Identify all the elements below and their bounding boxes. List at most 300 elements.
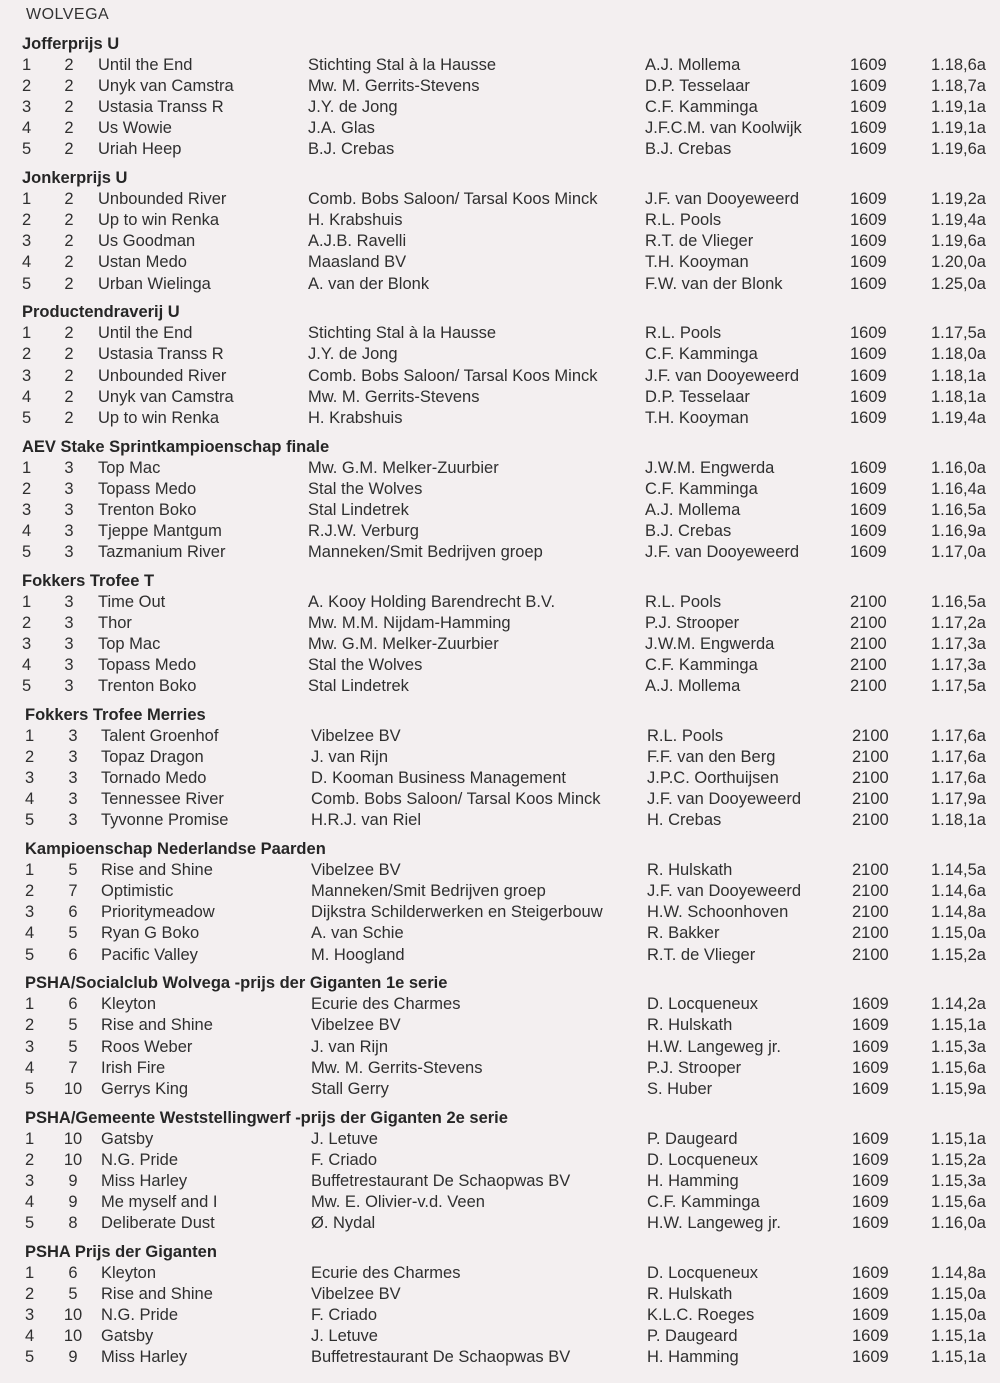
owner-name: Stall Gerry (311, 1079, 389, 1098)
result-row (0, 387, 1000, 408)
horse-name: Ustasia Transs R (98, 345, 224, 364)
race-title: PSHA/Gemeente Weststellingwerf -prijs der Giganten 2e serie (25, 1108, 508, 1127)
result-row (0, 55, 1000, 76)
result-row (0, 994, 1000, 1015)
horse-age: 3 (64, 634, 74, 653)
horse-age: 6 (68, 945, 78, 964)
race-distance: 2100 (852, 945, 889, 964)
result-row (0, 231, 1000, 252)
race-distance: 1609 (850, 324, 887, 343)
horse-age: 2 (64, 408, 74, 427)
horse-age: 3 (64, 613, 74, 632)
owner-name: Comb. Bobs Saloon/ Tarsal Koos Minck (308, 366, 598, 385)
driver-name: H. Hamming (647, 1348, 739, 1367)
owner-name: Mw. M.M. Nijdam-Hamming (308, 613, 511, 632)
result-row (0, 366, 1000, 387)
horse-age: 2 (64, 366, 74, 385)
horse-name: Gatsby (101, 1129, 154, 1148)
driver-name: H.W. Schoonhoven (647, 903, 789, 922)
race-distance: 2100 (852, 882, 889, 901)
finish-time: 1.19,1a (930, 119, 986, 138)
driver-name: A.J. Mollema (645, 500, 741, 519)
result-row (0, 726, 1000, 747)
horse-name: Gatsby (101, 1327, 154, 1346)
owner-name: Buffetrestaurant De Schaopwas BV (311, 1348, 571, 1367)
race-title: PSHA/Socialclub Wolvega -prijs der Giganten 1e serie (25, 974, 448, 993)
horse-age: 5 (68, 1016, 78, 1035)
owner-name: Stichting Stal à la Hausse (308, 56, 497, 74)
finish-time: 1.18,7a (930, 77, 986, 96)
finish-time: 1.19,4a (930, 408, 986, 427)
horse-name: Top Mac (98, 634, 161, 653)
driver-name: T.H. Kooyman (645, 408, 749, 427)
race-distance: 1609 (850, 366, 887, 385)
driver-name: P.J. Strooper (645, 613, 740, 632)
horse-name: Tyvonne Promise (101, 811, 229, 830)
finish-position: 2 (22, 211, 32, 230)
result-row (0, 789, 1000, 810)
finish-position: 3 (22, 98, 32, 117)
driver-name: S. Huber (647, 1079, 713, 1098)
race-section (0, 706, 1000, 840)
finish-position: 4 (22, 656, 32, 675)
finish-time: 1.14,5a (930, 861, 986, 880)
owner-name: H.R.J. van Riel (311, 811, 422, 830)
finish-time: 1.19,2a (930, 190, 986, 209)
horse-name: Tazmanium River (98, 542, 226, 561)
owner-name: Stal Lindetrek (308, 677, 409, 696)
horse-age: 2 (64, 345, 74, 364)
race-distance: 1609 (850, 458, 887, 477)
owner-name: Stal Lindetrek (308, 500, 409, 519)
owner-name: J.Y. de Jong (308, 345, 398, 364)
driver-name: R. Hulskath (647, 861, 733, 880)
finish-position: 1 (22, 592, 32, 611)
finish-position: 5 (22, 542, 32, 561)
finish-position: 2 (25, 1150, 35, 1169)
owner-name: Stichting Stal à la Hausse (308, 324, 497, 343)
finish-time: 1.15,1a (930, 1327, 986, 1346)
finish-time: 1.14,8a (930, 903, 986, 922)
horse-age: 2 (64, 119, 74, 138)
driver-name: D. Locqueneux (647, 1150, 758, 1169)
horse-name: Topass Medo (98, 479, 197, 498)
result-row (0, 747, 1000, 768)
horse-name: Rise and Shine (101, 1016, 213, 1035)
owner-name: Mw. E. Olivier-v.d. Veen (311, 1192, 485, 1211)
result-row (0, 274, 1000, 295)
horse-name: Up to win Renka (98, 408, 220, 427)
finish-time: 1.16,0a (930, 458, 986, 477)
finish-position: 3 (25, 1171, 35, 1190)
horse-name: Rise and Shine (101, 1284, 213, 1303)
driver-name: R.T. de Vlieger (647, 945, 756, 964)
owner-name: Mw. G.M. Melker-Zuurbier (308, 634, 499, 653)
result-row (0, 676, 1000, 697)
horse-age: 2 (64, 274, 74, 293)
horse-age: 2 (64, 253, 74, 272)
owner-name: Stal the Wolves (308, 479, 423, 498)
driver-name: P. Daugeard (647, 1327, 738, 1346)
race-distance: 1609 (852, 1192, 889, 1211)
horse-age: 3 (68, 769, 78, 788)
driver-name: R.L. Pools (647, 727, 724, 745)
driver-name: R.L. Pools (645, 592, 722, 611)
owner-name: Vibelzee BV (311, 727, 401, 745)
owner-name: Vibelzee BV (311, 1016, 401, 1035)
finish-position: 2 (22, 479, 32, 498)
result-row (0, 634, 1000, 655)
finish-time: 1.15,6a (930, 1058, 986, 1077)
finish-position: 1 (22, 458, 32, 477)
driver-name: C.F. Kamminga (645, 656, 758, 675)
result-row (0, 1037, 1000, 1058)
race-title: Kampioenschap Nederlandse Paarden (25, 840, 326, 859)
horse-name: Gerrys King (101, 1079, 189, 1098)
horse-age: 7 (68, 882, 78, 901)
finish-time: 1.16,5a (930, 592, 986, 611)
race-distance: 1609 (850, 274, 887, 293)
race-section (0, 1109, 1000, 1243)
horse-name: Miss Harley (101, 1348, 188, 1367)
owner-name: A. van Schie (311, 924, 404, 943)
driver-name: B.J. Crebas (645, 140, 732, 159)
finish-position: 5 (25, 1348, 35, 1367)
finish-position: 5 (22, 140, 32, 159)
race-distance: 1609 (850, 77, 887, 96)
finish-position: 3 (25, 1305, 35, 1324)
result-row (0, 252, 1000, 273)
horse-age: 3 (64, 542, 74, 561)
driver-name: H. Crebas (647, 811, 722, 830)
finish-time: 1.14,6a (930, 882, 986, 901)
race-title: Fokkers Trofee T (22, 571, 155, 590)
race-distance: 1609 (852, 1263, 889, 1282)
owner-name: D. Kooman Business Management (311, 769, 566, 788)
driver-name: A.J. Mollema (645, 56, 741, 74)
horse-name: Ustan Medo (98, 253, 187, 272)
driver-name: D. Locqueneux (647, 1263, 758, 1282)
horse-age: 3 (68, 811, 78, 830)
finish-time: 1.18,1a (930, 366, 986, 385)
horse-age: 2 (64, 77, 74, 96)
owner-name: J. van Rijn (311, 748, 389, 767)
horse-age: 2 (64, 387, 74, 406)
race-title: PSHA Prijs der Giganten (25, 1242, 217, 1261)
owner-name: R.J.W. Verburg (308, 521, 419, 540)
owner-name: Comb. Bobs Saloon/ Tarsal Koos Minck (311, 790, 601, 809)
finish-position: 2 (25, 1016, 35, 1035)
horse-name: Optimistic (101, 882, 174, 901)
finish-position: 4 (22, 521, 32, 540)
result-row (0, 881, 1000, 902)
owner-name: B.J. Crebas (308, 140, 395, 159)
driver-name: D.P. Tesselaar (645, 387, 750, 406)
race-title: AEV Stake Sprintkampioenschap finale (22, 437, 330, 456)
finish-position: 4 (25, 1058, 35, 1077)
owner-name: Vibelzee BV (311, 861, 401, 880)
race-distance: 2100 (850, 656, 887, 675)
race-distance: 1609 (850, 253, 887, 272)
race-distance: 1609 (850, 211, 887, 230)
horse-name: N.G. Pride (101, 1150, 179, 1169)
horse-name: Ustasia Transs R (98, 98, 224, 117)
horse-age: 6 (68, 995, 78, 1014)
race-distance: 1609 (852, 1348, 889, 1367)
driver-name: R.T. de Vlieger (645, 232, 754, 251)
venue-title: WOLVEGA (26, 6, 110, 23)
horse-age: 5 (68, 924, 78, 943)
horse-age: 2 (64, 56, 74, 74)
result-row (0, 1129, 1000, 1150)
finish-position: 5 (25, 945, 35, 964)
owner-name: J. van Rijn (311, 1037, 389, 1056)
horse-name: Us Goodman (98, 232, 196, 251)
finish-position: 5 (25, 811, 35, 830)
finish-time: 1.15,1a (930, 1016, 986, 1035)
owner-name: Mw. G.M. Melker-Zuurbier (308, 458, 499, 477)
result-row (0, 118, 1000, 139)
finish-position: 1 (22, 324, 32, 343)
finish-time: 1.15,2a (930, 945, 986, 964)
finish-time: 1.17,6a (930, 769, 986, 788)
finish-time: 1.17,0a (930, 542, 986, 561)
finish-time: 1.18,1a (930, 387, 986, 406)
result-row (0, 323, 1000, 344)
horse-name: Topaz Dragon (101, 748, 204, 767)
result-row (0, 1058, 1000, 1079)
horse-name: Trenton Boko (98, 677, 197, 696)
owner-name: J. Letuve (311, 1129, 378, 1148)
result-row (0, 1284, 1000, 1305)
race-section (0, 303, 1000, 437)
finish-time: 1.18,6a (930, 56, 986, 74)
result-row (0, 810, 1000, 831)
horse-age: 3 (68, 748, 78, 767)
horse-age: 3 (64, 500, 74, 519)
horse-name: Urban Wielinga (98, 274, 211, 293)
owner-name: Mw. M. Gerrits-Stevens (308, 387, 480, 406)
horse-name: Top Mac (98, 458, 161, 477)
race-distance: 2100 (852, 769, 889, 788)
horse-name: Unyk van Camstra (98, 77, 234, 96)
result-row (0, 1347, 1000, 1368)
driver-name: C.F. Kamminga (647, 1192, 760, 1211)
result-row (0, 408, 1000, 429)
race-distance: 2100 (852, 748, 889, 767)
horse-name: Deliberate Dust (101, 1213, 215, 1232)
finish-time: 1.19,6a (930, 140, 986, 159)
horse-age: 10 (63, 1079, 83, 1098)
race-distance: 2100 (852, 903, 889, 922)
driver-name: R. Bakker (647, 924, 720, 943)
horse-name: Topass Medo (98, 656, 197, 675)
horse-age: 8 (68, 1213, 78, 1232)
owner-name: Buffetrestaurant De Schaopwas BV (311, 1171, 571, 1190)
finish-position: 2 (22, 77, 32, 96)
race-distance: 1609 (850, 232, 887, 251)
horse-age: 3 (64, 592, 74, 611)
race-distance: 2100 (850, 634, 887, 653)
race-distance: 2100 (850, 677, 887, 696)
finish-time: 1.15,2a (930, 1150, 986, 1169)
owner-name: A.J.B. Ravelli (308, 232, 407, 251)
race-distance: 2100 (852, 811, 889, 830)
race-distance: 1609 (852, 1129, 889, 1148)
horse-name: Pacific Valley (101, 945, 198, 964)
result-row (0, 592, 1000, 613)
owner-name: Maasland BV (308, 253, 407, 272)
horse-age: 9 (68, 1348, 78, 1367)
driver-name: J.P.C. Oorthuijsen (647, 769, 779, 788)
race-distance: 1609 (852, 1305, 889, 1324)
horse-name: Irish Fire (101, 1058, 166, 1077)
finish-position: 3 (22, 634, 32, 653)
finish-time: 1.17,3a (930, 634, 986, 653)
finish-position: 5 (25, 1079, 35, 1098)
owner-name: J.Y. de Jong (308, 98, 398, 117)
result-row (0, 542, 1000, 563)
race-distance: 1609 (850, 521, 887, 540)
race-distance: 1609 (852, 1079, 889, 1098)
finish-position: 1 (22, 56, 32, 74)
horse-age: 3 (68, 727, 78, 745)
result-row (0, 655, 1000, 676)
horse-name: Prioritymeadow (101, 903, 215, 922)
driver-name: F.F. van den Berg (647, 748, 776, 767)
finish-time: 1.19,1a (930, 98, 986, 117)
horse-age: 5 (68, 1284, 78, 1303)
horse-age: 3 (64, 479, 74, 498)
race-distance: 1609 (852, 1058, 889, 1077)
race-distance: 1609 (850, 387, 887, 406)
driver-name: H.W. Langeweg jr. (647, 1037, 781, 1056)
driver-name: J.F. van Dooyeweerd (647, 790, 802, 809)
race-distance: 1609 (850, 479, 887, 498)
horse-name: Up to win Renka (98, 211, 220, 230)
finish-time: 1.15,9a (930, 1079, 986, 1098)
finish-position: 1 (25, 995, 35, 1014)
finish-position: 3 (22, 232, 32, 251)
finish-time: 1.18,1a (930, 811, 986, 830)
finish-position: 1 (22, 190, 32, 209)
finish-time: 1.18,0a (930, 345, 986, 364)
finish-position: 4 (22, 387, 32, 406)
driver-name: T.H. Kooyman (645, 253, 749, 272)
result-row (0, 768, 1000, 789)
race-section (0, 840, 1000, 974)
finish-position: 2 (22, 345, 32, 364)
driver-name: D.P. Tesselaar (645, 77, 750, 96)
result-row (0, 189, 1000, 210)
driver-name: J.W.M. Engwerda (645, 634, 775, 653)
driver-name: F.W. van der Blonk (645, 274, 783, 293)
owner-name: Comb. Bobs Saloon/ Tarsal Koos Minck (308, 190, 598, 209)
race-distance: 2100 (852, 861, 889, 880)
driver-name: C.F. Kamminga (645, 479, 758, 498)
finish-time: 1.19,4a (930, 211, 986, 230)
result-row (0, 860, 1000, 881)
finish-time: 1.15,3a (930, 1171, 986, 1190)
result-row (0, 479, 1000, 500)
finish-position: 4 (22, 253, 32, 272)
horse-name: Uriah Heep (98, 140, 182, 159)
horse-age: 2 (64, 324, 74, 343)
race-distance: 2100 (852, 727, 889, 745)
finish-time: 1.16,9a (930, 521, 986, 540)
finish-position: 4 (25, 790, 35, 809)
horse-age: 2 (64, 232, 74, 251)
race-distance: 1609 (852, 1171, 889, 1190)
horse-name: Thor (98, 613, 132, 632)
race-distance: 1609 (850, 56, 887, 74)
finish-time: 1.17,5a (930, 677, 986, 696)
owner-name: Ø. Nydal (311, 1213, 376, 1232)
driver-name: K.L.C. Roeges (647, 1305, 755, 1324)
race-distance: 1609 (850, 98, 887, 117)
owner-name: J.A. Glas (308, 119, 375, 138)
finish-position: 1 (25, 1263, 35, 1282)
finish-time: 1.17,2a (930, 613, 986, 632)
owner-name: Dijkstra Schilderwerken en Steigerbouw (311, 903, 603, 922)
horse-age: 10 (63, 1305, 83, 1324)
horse-age: 2 (64, 98, 74, 117)
driver-name: P. Daugeard (647, 1129, 738, 1148)
driver-name: R. Hulskath (647, 1284, 733, 1303)
finish-time: 1.15,6a (930, 1192, 986, 1211)
result-row (0, 902, 1000, 923)
owner-name: Manneken/Smit Bedrijven groep (308, 542, 543, 561)
result-row (0, 1015, 1000, 1036)
owner-name: M. Hoogland (311, 945, 405, 964)
finish-position: 2 (25, 1284, 35, 1303)
finish-time: 1.16,4a (930, 479, 986, 498)
finish-time: 1.17,3a (930, 656, 986, 675)
horse-name: Tjeppe Mantgum (98, 521, 222, 540)
result-row (0, 1171, 1000, 1192)
horse-age: 6 (68, 903, 78, 922)
finish-time: 1.16,0a (930, 1213, 986, 1232)
horse-name: Tornado Medo (101, 769, 207, 788)
finish-position: 2 (25, 882, 35, 901)
horse-age: 6 (68, 1263, 78, 1282)
horse-age: 7 (68, 1058, 78, 1077)
race-title: Productendraverij U (22, 303, 180, 322)
horse-age: 10 (63, 1327, 83, 1346)
horse-name: Rise and Shine (101, 861, 213, 880)
owner-name: Vibelzee BV (311, 1284, 401, 1303)
result-row (0, 923, 1000, 944)
owner-name: A. Kooy Holding Barendrecht B.V. (308, 592, 556, 611)
result-row (0, 458, 1000, 479)
result-row (0, 1213, 1000, 1234)
race-distance: 1609 (850, 408, 887, 427)
race-distance: 1609 (852, 995, 889, 1014)
finish-time: 1.17,6a (930, 727, 986, 745)
result-row (0, 613, 1000, 634)
owner-name: Mw. M. Gerrits-Stevens (311, 1058, 483, 1077)
race-section (0, 1243, 1000, 1377)
horse-name: Unyk van Camstra (98, 387, 234, 406)
finish-time: 1.17,6a (930, 748, 986, 767)
owner-name: F. Criado (311, 1305, 378, 1324)
horse-age: 2 (64, 190, 74, 209)
finish-time: 1.19,6a (930, 232, 986, 251)
result-row (0, 1326, 1000, 1347)
horse-age: 3 (64, 656, 74, 675)
result-row (0, 1079, 1000, 1100)
result-row (0, 97, 1000, 118)
